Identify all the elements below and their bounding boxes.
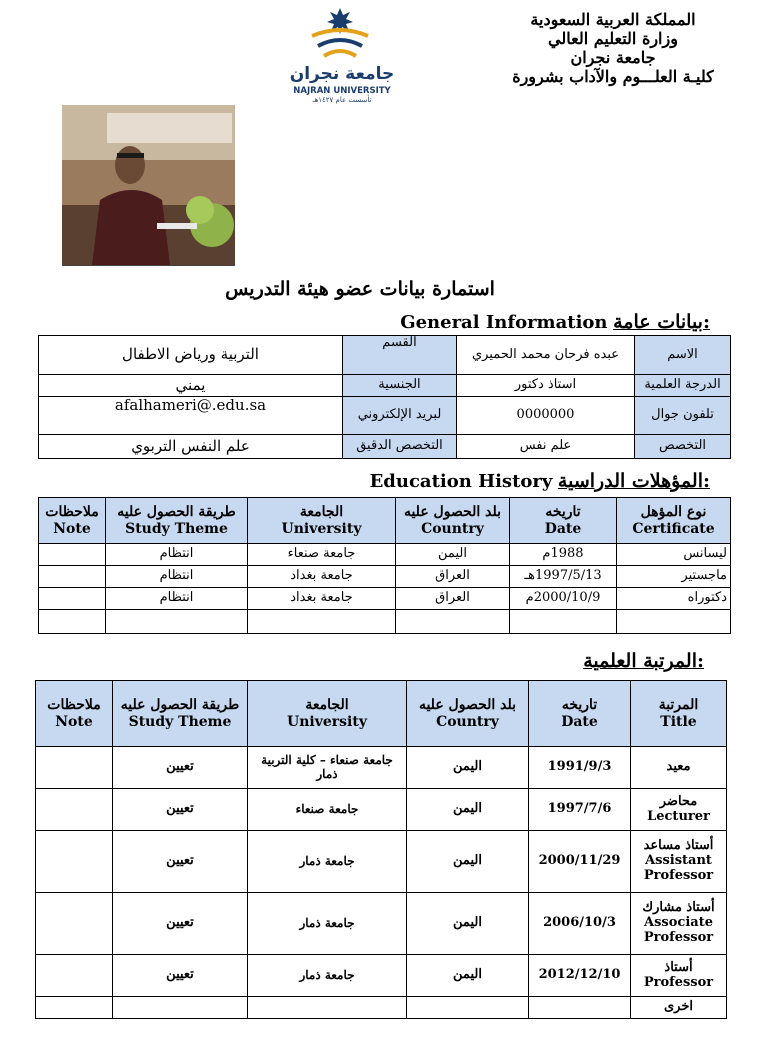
- rank-university-cell: [248, 997, 407, 1019]
- ranks-header-cell: بلد الحصول عليه Country: [407, 681, 529, 747]
- ranks-header-cell: ملاحظات Note: [36, 681, 113, 747]
- education-cell: [39, 566, 106, 588]
- education-cell: [39, 610, 106, 634]
- general-row: [39, 375, 731, 397]
- rank-theme-cell: [113, 997, 248, 1019]
- ranks-header-cell: المرتبة Title: [631, 681, 727, 747]
- education-row: [39, 566, 731, 588]
- education-title-en: Education History: [369, 471, 553, 492]
- general-label: القسم: [343, 336, 457, 375]
- education-cell: اليمن: [396, 544, 510, 566]
- ranks-row: [36, 955, 727, 997]
- education-section-title: [370, 470, 710, 492]
- education-cell: [510, 610, 617, 634]
- rank-date-cell: 2012/12/10: [529, 955, 631, 997]
- education-header-row: [39, 498, 731, 544]
- general-label: تلفون جوال: [635, 397, 731, 435]
- rank-country-cell: اليمن: [407, 893, 529, 955]
- education-title-ar: المؤهلات الدراسية:: [557, 470, 710, 492]
- rank-date-cell: 2000/11/29: [529, 831, 631, 893]
- general-info-table: [38, 335, 731, 459]
- general-label: لبريد الإلكتروني: [343, 397, 457, 435]
- rank-title-cell: محاضر Lecturer: [631, 789, 727, 831]
- logo-arabic-text: جامعة نجران: [289, 64, 395, 84]
- rank-university-cell: جامعة صنعاء – كلية التربية ذمار: [248, 747, 407, 789]
- rank-date-cell: 1991/9/3: [529, 747, 631, 789]
- ranks-row: [36, 831, 727, 893]
- education-cell: جامعة صنعاء: [248, 544, 396, 566]
- education-header-cell: ملاحظات Note: [39, 498, 106, 544]
- general-label: الجنسية: [343, 375, 457, 397]
- ranks-header-cell: طريقة الحصول عليه Study Theme: [113, 681, 248, 747]
- university-name: جامعة نجران: [570, 48, 656, 67]
- ranks-row: [36, 893, 727, 955]
- education-cell: العراق: [396, 588, 510, 610]
- education-cell: انتظام: [106, 544, 248, 566]
- rank-title-cell: اخرى: [631, 997, 727, 1019]
- education-cell: [39, 544, 106, 566]
- education-cell: ماجستير: [617, 566, 731, 588]
- education-cell: [39, 588, 106, 610]
- education-header-cell: الجامعة University: [248, 498, 396, 544]
- institution-header: [478, 10, 748, 86]
- rank-note-cell: [36, 831, 113, 893]
- kingdom-name: المملكة العربية السعودية: [530, 10, 696, 29]
- education-cell: ليسانس: [617, 544, 731, 566]
- education-cell: [617, 610, 731, 634]
- ranks-row: [36, 747, 727, 789]
- rank-country-cell: [407, 997, 529, 1019]
- education-cell: [106, 610, 248, 634]
- ranks-header-cell: الجامعة University: [248, 681, 407, 747]
- rank-country-cell: اليمن: [407, 955, 529, 997]
- general-row: [39, 435, 731, 459]
- education-cell: جامعة بغداد: [248, 566, 396, 588]
- education-cell: انتظام: [106, 566, 248, 588]
- ranks-section-title: [583, 650, 704, 672]
- ranks-header-row: [36, 681, 727, 747]
- education-cell: 1997/5/13هـ: [510, 566, 617, 588]
- general-title-ar: بيانات عامة:: [613, 311, 710, 333]
- ranks-title-ar: المرتبة العلمية:: [583, 650, 704, 672]
- rank-date-cell: 1997/7/6: [529, 789, 631, 831]
- education-header-cell: طريقة الحصول عليه Study Theme: [106, 498, 248, 544]
- education-row: [39, 588, 731, 610]
- rank-note-cell: [36, 893, 113, 955]
- rank-note-cell: [36, 789, 113, 831]
- rank-university-cell: جامعة ذمار: [248, 831, 407, 893]
- rank-theme-cell: تعيين: [113, 747, 248, 789]
- logo-founded-text: تأسست عام ١٤٢٧هـ: [312, 96, 372, 104]
- general-value: التربية ورياض الاطفال: [39, 336, 343, 375]
- education-header-cell: تاريخه Date: [510, 498, 617, 544]
- rank-note-cell: [36, 955, 113, 997]
- general-value: عبده فرحان محمد الحميري: [457, 336, 635, 375]
- education-row: [39, 610, 731, 634]
- education-cell: [396, 610, 510, 634]
- profile-photo: [62, 105, 235, 266]
- general-value: 0000000: [457, 397, 635, 435]
- education-cell: 2000/10/9م: [510, 588, 617, 610]
- general-label: الدرجة العلمية: [635, 375, 731, 397]
- education-cell: 1988م: [510, 544, 617, 566]
- rank-theme-cell: تعيين: [113, 831, 248, 893]
- education-cell: دكتوراه: [617, 588, 731, 610]
- rank-title-cell: معيد: [631, 747, 727, 789]
- education-row: [39, 544, 731, 566]
- rank-university-cell: جامعة صنعاء: [248, 789, 407, 831]
- general-row: [39, 336, 731, 375]
- ranks-table: [35, 680, 727, 1019]
- education-cell: العراق: [396, 566, 510, 588]
- rank-title-cell: أستاذ Professor: [631, 955, 727, 997]
- general-title-en: General Information: [400, 312, 608, 333]
- general-section-title: [400, 311, 710, 333]
- ranks-row: [36, 997, 727, 1019]
- person-photo-icon: [62, 105, 235, 265]
- general-label: التخصص الدقيق: [343, 435, 457, 459]
- form-title: استمارة بيانات عضو هيئة التدريس: [225, 278, 495, 300]
- rank-country-cell: اليمن: [407, 831, 529, 893]
- rank-note-cell: [36, 747, 113, 789]
- general-value: علم نفس: [457, 435, 635, 459]
- ministry-name: وزارة التعليم العالي: [548, 29, 678, 48]
- general-value: استاذ دكتور: [457, 375, 635, 397]
- rank-title-cell: أستاذ مشارك Associate Professor: [631, 893, 727, 955]
- rank-university-cell: جامعة ذمار: [248, 893, 407, 955]
- rank-university-cell: جامعة ذمار: [248, 955, 407, 997]
- ranks-header-cell: تاريخه Date: [529, 681, 631, 747]
- rank-theme-cell: تعيين: [113, 893, 248, 955]
- university-logo: [282, 6, 402, 104]
- rank-country-cell: اليمن: [407, 747, 529, 789]
- education-header-cell: نوع المؤهل Certificate: [617, 498, 731, 544]
- college-name: كليـة العلـــوم والآداب بشرورة: [512, 67, 714, 86]
- rank-date-cell: 2006/10/3: [529, 893, 631, 955]
- general-label: التخصص: [635, 435, 731, 459]
- education-header-cell: بلد الحصول عليه Country: [396, 498, 510, 544]
- rank-note-cell: [36, 997, 113, 1019]
- rank-country-cell: اليمن: [407, 789, 529, 831]
- rank-theme-cell: تعيين: [113, 955, 248, 997]
- rank-date-cell: [529, 997, 631, 1019]
- rank-title-cell: أستاذ مساعد Assistant Professor: [631, 831, 727, 893]
- education-cell: جامعة بغداد: [248, 588, 396, 610]
- logo-emblem-icon: [282, 6, 402, 66]
- general-row: [39, 397, 731, 435]
- rank-theme-cell: تعيين: [113, 789, 248, 831]
- ranks-row: [36, 789, 727, 831]
- education-cell: [248, 610, 396, 634]
- education-table: [38, 497, 731, 634]
- general-value: يمني: [39, 375, 343, 397]
- general-label: الاسم: [635, 336, 731, 375]
- email-value: afalhameri@.edu.sa: [39, 397, 343, 435]
- general-value: علم النفس التربوي: [39, 435, 343, 459]
- education-cell: انتظام: [106, 588, 248, 610]
- logo-english-text: NAJRAN UNIVERSITY: [293, 86, 391, 96]
